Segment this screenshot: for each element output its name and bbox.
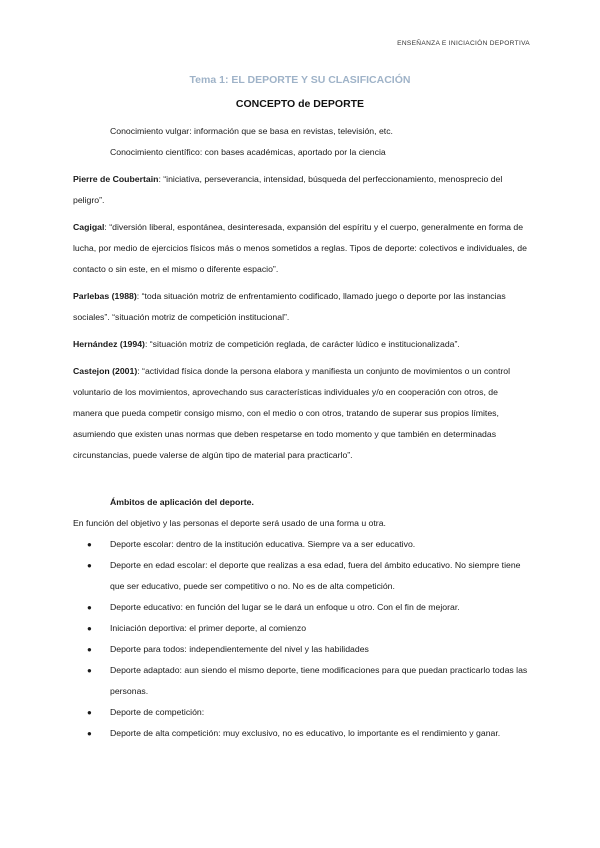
list-item-text: Deporte educativo: en función del lugar se le dará un enfoque u otro. Con el fin de mejorar. [110,602,460,612]
bullet-icon: ● [87,603,92,612]
knowledge-scientific: Conocimiento científico: con bases académicas, aportado por la ciencia [110,147,386,157]
definition-hernandez [73,334,528,355]
list-item [73,534,528,555]
definition-castejon [73,361,528,466]
list-item-text: Iniciación deportiva: el primer deporte, al comienzo [110,623,307,633]
bullet-icon: ● [87,729,92,738]
list-item-text: Deporte de alta competición: muy exclusivo, no es educativo, lo importante es el rendimiento y ganar. [110,728,501,738]
list-item-text: Deporte escolar: dentro de la institución educativa. Siempre va a ser educativo. [110,539,416,549]
running-header: ENSEÑANZA E INICIACIÓN DEPORTIVA [397,40,530,47]
list-item-text: Deporte adaptado: aun siendo el mismo deporte, tiene modificaciones para que puedan practicarlo todas las personas. [110,665,528,696]
list-item-text: Deporte de competición: [110,707,205,717]
document-title: Tema 1: EL DEPORTE Y SU CLASIFICACIÓN [189,74,411,86]
list-item [73,639,528,660]
bullet-icon: ● [87,624,92,633]
scope-list [73,534,528,744]
bullet-icon: ● [87,561,92,570]
definition-text: : “iniciativa, perseverancia, intensidad, búsqueda del perfeccionamiento, menosprecio del peligro”. [73,174,503,205]
definition-coubertin [73,169,528,211]
section-title: CONCEPTO de DEPORTE [235,98,365,110]
definition-text: : “situación motriz de competición reglada, de carácter lúdico e institucionalizada”. [144,339,460,349]
list-item-text: Deporte para todos: independientemente del nivel y las habilidades [110,644,369,654]
scope-heading: Ámbitos de aplicación del deporte. [110,497,254,507]
definition-text: : “actividad física donde la persona elabora y manifiesta un conjunto de movimientos o un control voluntario de los movimientos, aprovechando sus características individuales y/o en cooperación con otros, de manera que pueda competir consigo mismo, con el medio o con otros, tratando de superar sus propios límites, asumiendo que existen unas normas que deben respetarse en todo momento y que también en determinadas circunstancias, puede valerse de algún tipo de material para practicarlo”. [73,366,511,460]
definition-author: Cagigal [73,222,105,232]
document-body [73,121,528,744]
scope-intro: En función del objetivo y las personas el deporte será usado de una forma u otra. [73,518,386,528]
definition-author: Hernández (1994) [73,339,145,349]
list-item [73,702,528,723]
bullet-icon: ● [87,645,92,654]
bullet-icon: ● [87,708,92,717]
list-item [73,723,528,744]
list-item [73,660,528,702]
definition-cagigal [73,217,528,280]
list-item [73,618,528,639]
list-item [73,555,528,597]
list-item-text: Deporte en edad escolar: el deporte que realizas a esa edad, fuera del ámbito educativo. No siempre tiene que ser educativo, puede ser competitivo o no. No es de alta competición. [110,560,521,591]
bullet-icon: ● [87,666,92,675]
definition-author: Pierre de Coubertain [73,174,159,184]
definition-parlebas [73,286,528,328]
definition-author: Castejon (2001) [73,366,138,376]
definition-text: : “diversión liberal, espontánea, desinteresada, expansión del espíritu y el cuerpo, generalmente en forma de lucha, por medio de ejercicios físicos más o menos sometidos a reglas. Tipos de deporte: colectivos e individuales, de contacto o sin este, en el mismo o diferente espacio”. [73,222,527,274]
list-item [73,597,528,618]
knowledge-vulgar: Conocimiento vulgar: información que se basa en revistas, televisión, etc. [110,126,393,136]
bullet-icon: ● [87,540,92,549]
definition-text: : “toda situación motriz de enfrentamiento codificado, llamado juego o deporte por las instancias sociales”. “situación motriz de competición institucional”. [73,291,506,322]
definition-author: Parlebas (1988) [73,291,137,301]
